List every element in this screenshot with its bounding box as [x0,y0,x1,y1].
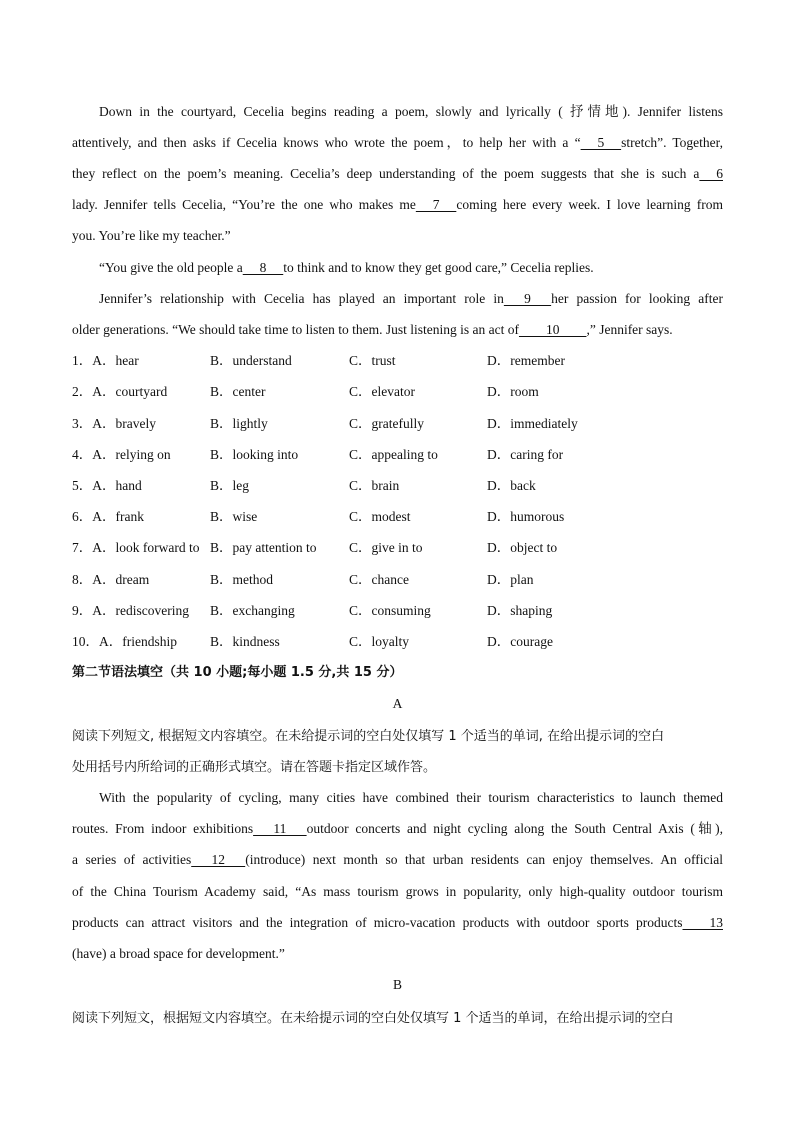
passage-line [72,321,723,339]
option-c: C．elevator [349,384,415,399]
option-d: D．caring for [487,447,564,462]
passage-line [72,134,723,152]
option-c: C．chance [349,572,409,587]
blank-7: 7 [415,197,457,212]
question-row [72,571,723,589]
passage-text: of the China Tourism Academy said, “As mass tourism grows in popularity, only high-quality outdoor tourism [72,884,723,899]
option-a: 3．A．bravely [72,416,156,431]
passage-line [72,945,723,963]
passage-line [72,820,723,838]
blank-6: 6 [699,166,723,181]
passage-line [72,227,723,245]
option-c: C．loyalty [349,634,409,649]
passage-text: stretch”. Together, [621,135,723,150]
option-d: D．remember [487,353,565,368]
option-c: C．give in to [349,540,423,555]
option-b: B．method [210,572,273,587]
question-row [72,415,723,433]
passage-text: older generations. “We should take time to listen to them. Just listening is an act of [72,322,519,337]
question-row [72,508,723,526]
option-c: C．appealing to [349,447,438,462]
option-b: B．kindness [210,634,280,649]
option-b: B．center [210,384,266,399]
blank-10: 10 [518,322,587,337]
option-c: C．modest [349,509,411,524]
option-c: C．consuming [349,603,431,618]
option-a: 1．A．hear [72,353,139,368]
option-d: D．plan [487,572,534,587]
passage-text: a series of activities [72,852,192,867]
option-d: D．courage [487,634,553,649]
passage-text: (have) a broad space for development.” [72,946,285,961]
option-a: 5．A．hand [72,478,142,493]
passage-text: they reflect on the poem’s meaning. Cecelia’s deep understanding of the poem suggests that she is such a [72,166,700,181]
option-b: B．leg [210,478,249,493]
option-d: D．back [487,478,536,493]
passage-text: “You give the old people a [99,260,243,275]
option-d: D．humorous [487,509,565,524]
passage-text: Jennifer’s relationship with Cecelia has played an important role in [99,291,504,306]
option-a: 7．A．look forward to [72,540,200,555]
option-b: B．pay attention to [210,540,317,555]
passage-text: With the popularity of cycling, many cities have combined their tourism characteristics to launch themed [99,790,723,805]
instructions-line: 阅读下列短文，根据短文内容填空。在未给提示词的空白处仅填写 1 个适当的单词，在给出提示词的空白 [72,1011,674,1026]
passage-text: ,” Jennifer says. [586,322,673,337]
question-row [72,477,723,495]
passage-text: (introduce) next month so that urban residents can enjoy themselves. An official [245,852,723,867]
blank-11: 11 [253,821,307,836]
option-b: B．exchanging [210,603,295,618]
passage-text: Down in the courtyard, Cecelia begins reading a poem, slowly and lyrically ( 抒情地). Jennifer listens [99,104,723,119]
blank-8: 8 [242,260,284,275]
question-row [72,539,723,557]
question-row [72,352,723,370]
blank-12: 12 [191,852,246,867]
option-a: 9．A．rediscovering [72,603,189,618]
question-row [72,446,723,464]
passage-line [99,789,723,807]
option-c: C．trust [349,353,396,368]
passage-line [72,851,723,869]
option-b: B．wise [210,509,258,524]
option-a: 10．A．friendship [72,634,177,649]
option-c: C．brain [349,478,400,493]
passage-text: you. You’re like my teacher.” [72,228,231,243]
option-b: B．looking into [210,447,299,462]
option-c: C．gratefully [349,416,424,431]
option-a: 6．A．frank [72,509,144,524]
passage-text: coming here every week. I love learning from [456,197,724,212]
option-b: B．understand [210,353,292,368]
option-a: 4．A．relying on [72,447,171,462]
passage-text: products can attract visitors and the integration of micro-vacation products with outdoor sports products [72,915,683,930]
blank-9: 9 [503,291,552,306]
section-heading: 第二节语法填空（共 10 小题;每小题 1.5 分,共 15 分） [72,665,403,680]
part-label-a: A [392,696,403,711]
passage-line [99,259,723,277]
passage-text: to think and to know they get good care,” Cecelia replies. [283,260,594,275]
question-row [72,383,723,401]
passage-text: her passion for looking after [551,291,723,306]
option-d: D．immediately [487,416,578,431]
blank-13: 13 [682,915,723,930]
option-a: 8．A．dream [72,572,150,587]
question-row [72,633,723,651]
option-d: D．shaping [487,603,553,618]
part-label-b: B [392,977,402,992]
passage-text: lady. Jennifer tells Cecelia, “You’re the one who makes me [72,197,416,212]
instructions-line: 处用括号内所给词的正确形式填空。请在答题卡指定区域作答。 [72,760,437,775]
passage-text: routes. From indoor exhibitions [72,821,254,836]
instructions-line: 阅读下列短文, 根据短文内容填空。在未给提示词的空白处仅填写 1 个适当的单词, 在给出提示词的空白 [72,729,665,744]
passage-line [99,290,723,308]
passage-line [72,196,723,214]
passage-line [99,103,723,121]
passage-text: outdoor concerts and night cycling along the South Central Axis (轴), [306,821,723,836]
passage-line [72,165,723,183]
passage-text: attentively, and then asks if Cecelia knows who wrote the poem，to help her with a “ [72,135,581,150]
option-b: B．lightly [210,416,268,431]
option-d: D．object to [487,540,558,555]
passage-line [72,914,723,932]
option-d: D．room [487,384,539,399]
option-a: 2．A．courtyard [72,384,168,399]
blank-5: 5 [580,135,622,150]
passage-line [72,883,723,901]
question-row [72,602,723,620]
